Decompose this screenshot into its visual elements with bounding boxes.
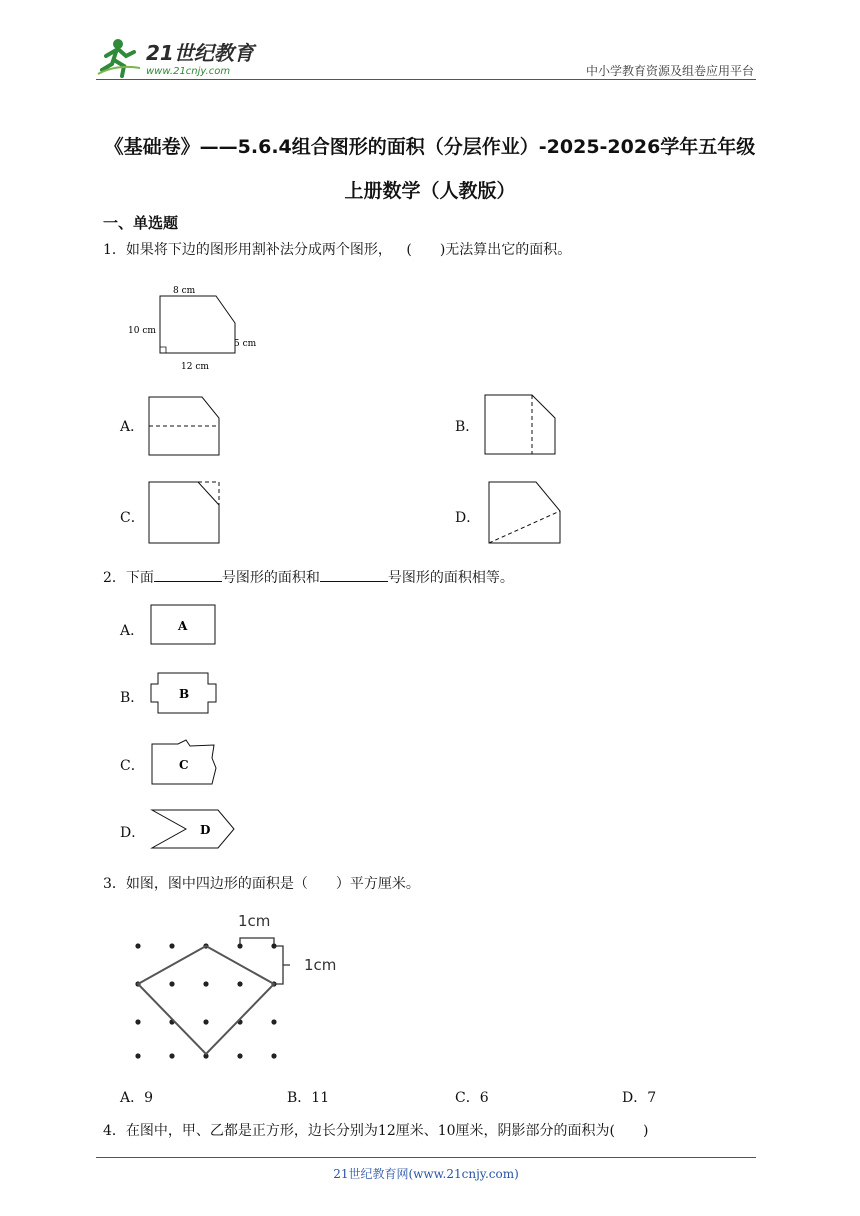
q3-grid-dots — [135, 943, 276, 1058]
q3-unit-bracket-vertical — [276, 946, 290, 984]
q2-shape-a — [150, 604, 218, 646]
site-logo — [96, 34, 266, 80]
logo-text: 21世纪教育 — [146, 41, 254, 65]
grid-dot — [271, 1019, 276, 1024]
q3-option-b[interactable]: B．11 — [287, 1090, 330, 1106]
q2-text-a: 2．下面 — [103, 570, 154, 586]
q2-shape-b — [150, 672, 220, 716]
q2-text-c: 号图形的面积相等。 — [387, 570, 514, 586]
question-3-text: 3．如图，图中四边形的面积是（ ）平方厘米。 — [103, 876, 420, 892]
q2-shape-b-letter: B — [179, 687, 190, 701]
q1-figure-b — [484, 394, 558, 456]
grid-dot — [135, 943, 140, 948]
grid-dot — [203, 981, 208, 986]
q1-label-left: 10 cm — [128, 326, 156, 336]
header-divider — [96, 79, 756, 80]
grid-dot — [271, 1053, 276, 1058]
question-1-text — [103, 240, 571, 260]
q2-shape-d — [150, 808, 236, 852]
q1-text-before: 1．如果将下边的图形用割补法分成两个图形， — [103, 242, 392, 258]
question-2-text — [103, 567, 514, 588]
q1-figure-a — [148, 396, 222, 456]
section-heading: 一、单选题 — [103, 214, 179, 232]
q3-option-a[interactable]: A．9 — [120, 1090, 154, 1106]
grid-dot — [237, 981, 242, 986]
grid-dot — [169, 943, 174, 948]
q3-unit-label-horizontal: 1cm — [238, 912, 271, 930]
q1-label-right: 5 cm — [234, 339, 257, 349]
q2-shape-c-letter: C — [179, 758, 189, 772]
q3-option-c[interactable]: C．6 — [455, 1090, 489, 1106]
grid-dot — [237, 1053, 242, 1058]
footer-divider — [96, 1157, 756, 1158]
q2-option-b[interactable]: B． — [120, 690, 145, 706]
grid-dot — [169, 1053, 174, 1058]
grid-dot — [135, 1053, 140, 1058]
q2-shape-c — [150, 738, 220, 788]
q2-shape-a-letter: A — [178, 619, 188, 633]
runner-icon — [98, 39, 140, 76]
q3-option-d[interactable]: D．7 — [622, 1090, 657, 1106]
logo-url: www.21cnjy.com — [146, 66, 231, 77]
q2-text-b: 号图形的面积和 — [221, 570, 320, 586]
grid-dot — [237, 943, 242, 948]
q1-option-a[interactable]: A． — [120, 419, 145, 435]
q3-unit-label-vertical: 1cm — [304, 956, 337, 974]
grid-dot — [271, 943, 276, 948]
grid-dot — [135, 1019, 140, 1024]
q1-figure-d — [488, 481, 562, 545]
footer-text: 21世纪教育网(www.21cnjy.com) — [333, 1167, 519, 1181]
grid-dot — [169, 981, 174, 986]
q1-option-c[interactable]: C． — [120, 510, 145, 526]
q1-answer-paren: ( ) — [406, 242, 446, 258]
q2-option-a[interactable]: A． — [120, 623, 145, 639]
q2-shape-d-letter: D — [200, 823, 211, 837]
question-4-text: 4．在图中，甲、乙都是正方形，边长分别为12厘米、10厘米，阴影部分的面积为( ) — [103, 1123, 649, 1139]
q1-option-b[interactable]: B． — [455, 419, 480, 435]
q1-figure-c — [148, 481, 222, 545]
q1-label-bottom: 12 cm — [181, 362, 209, 372]
header-platform-text: 中小学教育资源及组卷应用平台 — [585, 64, 754, 78]
q1-text-after: 无法算出它的面积。 — [445, 242, 572, 258]
q2-blank-2[interactable] — [320, 567, 388, 582]
q3-quadrilateral — [138, 946, 274, 1054]
page-title-line2: 上册数学（人教版） — [344, 180, 516, 202]
q1-option-d[interactable]: D． — [455, 510, 481, 526]
page-title-line1: 《基础卷》——5.6.4组合图形的面积（分层作业）-2025-2026学年五年级 — [104, 136, 756, 158]
q2-blank-1[interactable] — [154, 567, 222, 582]
q3-dot-grid-figure — [126, 906, 346, 1064]
grid-dot — [203, 1019, 208, 1024]
q1-main-figure — [126, 283, 266, 373]
q2-option-c[interactable]: C． — [120, 758, 145, 774]
q2-option-d[interactable]: D． — [120, 825, 146, 841]
q1-label-top: 8 cm — [173, 286, 196, 296]
q3-unit-bracket-horizontal — [240, 938, 274, 944]
